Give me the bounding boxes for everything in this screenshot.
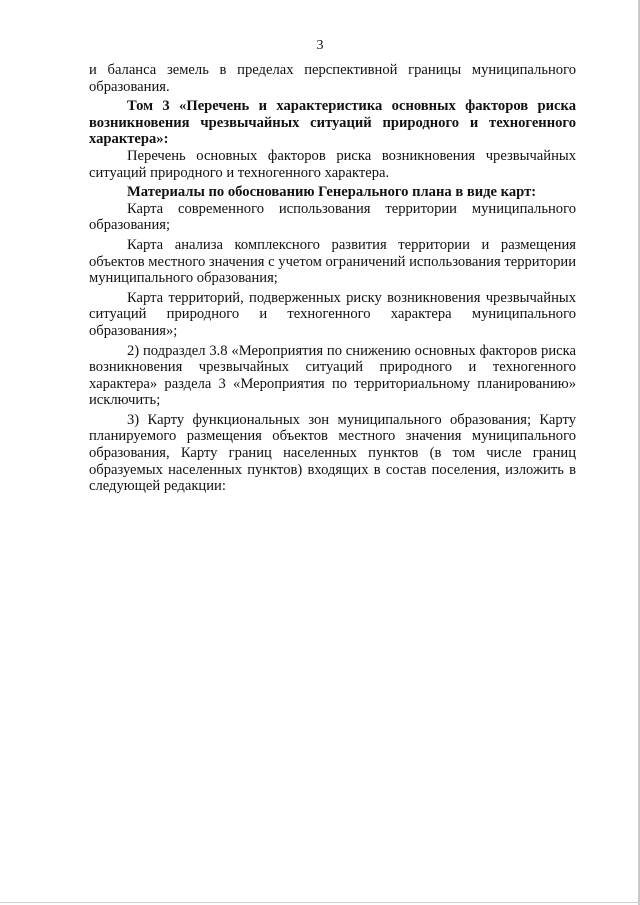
- paragraph-development-analysis-map: Карта анализа комплексного развития территории и размещения объектов местного значения с учетом ограничений использования территории муниципального образования;: [89, 236, 577, 287]
- paragraph-risk-factors-list: Перечень основных факторов риска возникновения чрезвычайных ситуаций природного и техногенного характера.: [89, 147, 576, 181]
- page-number: 3: [316, 38, 324, 53]
- paragraph-volume-3-heading: Том 3 «Перечень и характеристика основных факторов риска возникновения чрезвычайных ситуаций природного и техногенного характера»:: [89, 98, 576, 148]
- paragraph-map-materials-heading: Материалы по обоснованию Генерального плана в виде карт:: [127, 184, 537, 201]
- paragraph-risk-territories-map: Карта территорий, подверженных риску возникновения чрезвычайных ситуаций природного и техногенного характера муниципального образования»;: [89, 289, 576, 339]
- paragraph-land-balance: и баланса земель в пределах перспективной границы муниципального образования.: [89, 62, 576, 95]
- paragraph-item-3-maps: 3) Карту функциональных зон муниципального образования; Карту планируемого размещения объектов местного значения муниципального образования, Карту границ населенных пунктов (в том числе границ образуемых населенных пунктов) входящих в состав поселения, изложить в следующей редакции:: [89, 411, 576, 495]
- document-body: [89, 62, 576, 495]
- page-bottom-edge: [0, 902, 640, 903]
- paragraph-item-2-subsection: 2) подраздел 3.8 «Мероприятия по снижению основных факторов риска возникновения чрезвычайных ситуаций природного и техногенного характера» раздела 3 «Мероприятия по территориальному планированию» исключить;: [89, 342, 576, 409]
- paragraph-current-use-map: Карта современного использования территории муниципального образования;: [89, 200, 576, 234]
